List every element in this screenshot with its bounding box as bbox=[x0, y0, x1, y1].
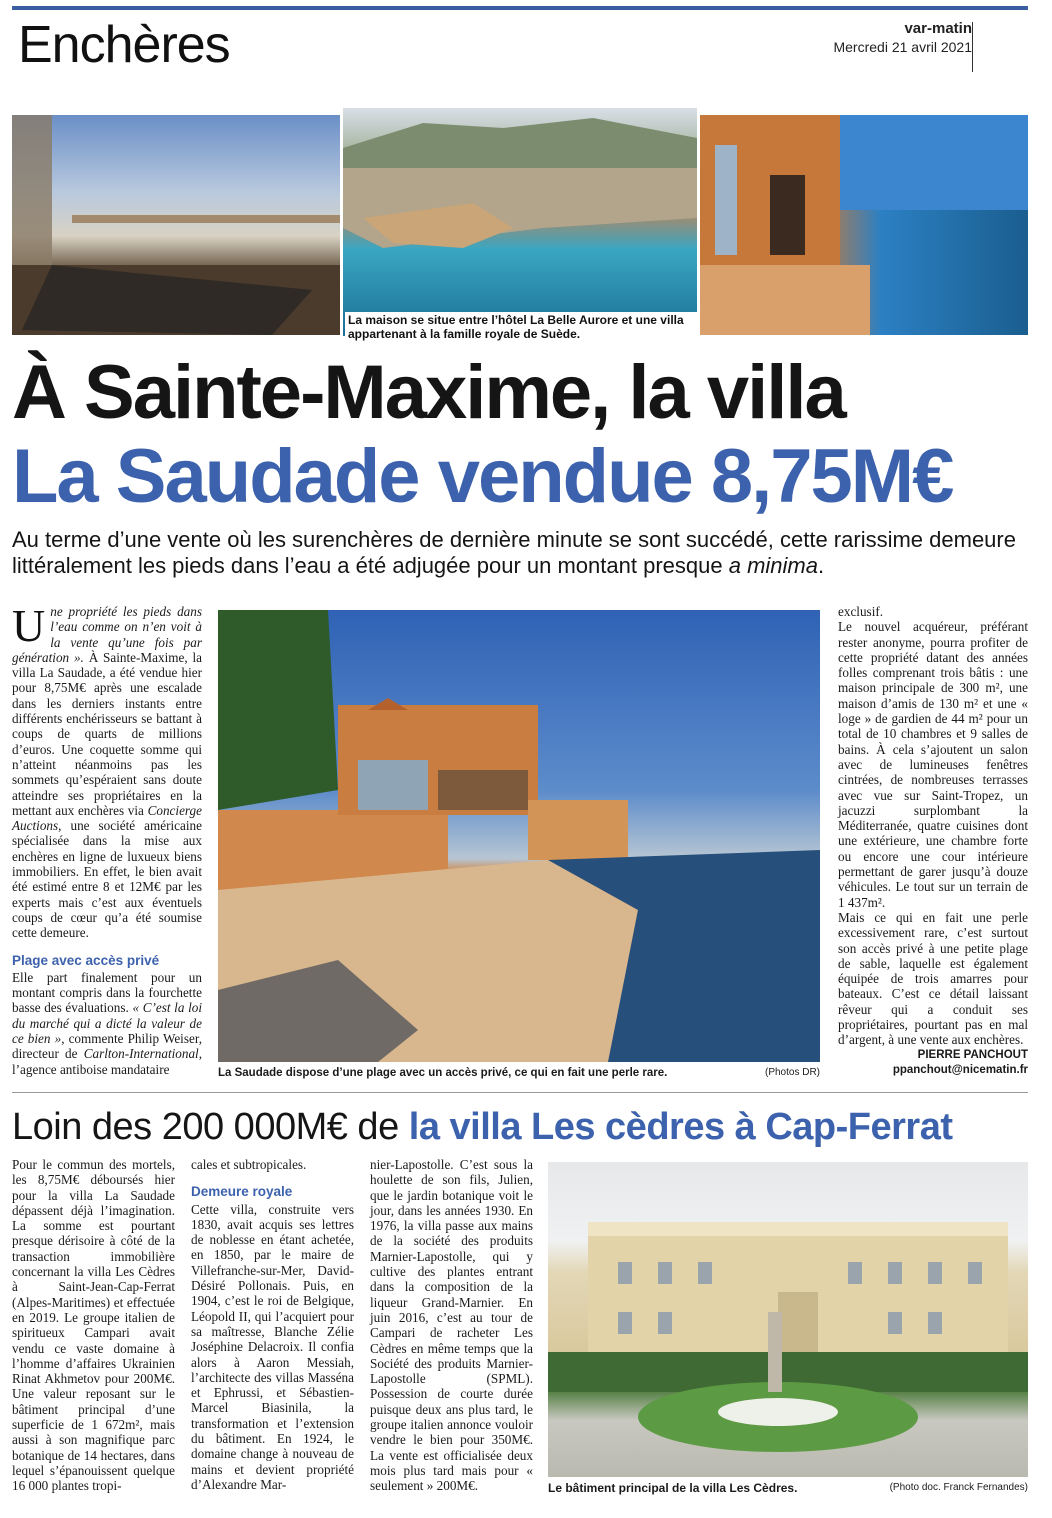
paragraph-2-end: , l’agence antiboise mandataire bbox=[12, 1046, 203, 1077]
photo-la-saudade-beach bbox=[218, 610, 820, 1062]
lede bbox=[12, 527, 1028, 579]
second-column-2 bbox=[191, 1157, 354, 1492]
quote-weiser: « C’est la loi du marché qui a dicté la valeur de ce bien » bbox=[12, 1000, 203, 1047]
second-paragraph-3: nier-Lapostolle. C’est sous la houlette de son fils, Julien, que le jardin botanique voit le jour, dans les années 1930. En 1976, la villa passe aux mains de la société des produits Marnier-Lapostolle, qui y cultive des plantes entrant dans la composition de la liqueur Grand-Marnier. En juin 2016, c’est au tour de Campari de racheter Les Cèdres en même temps que la Société des produits Marnier-Lapostolle (SPML). Possession de courte durée puisque deux ans plus tard, le groupe italien annonce vouloir vendre le bien pour 350M€. La vente est officialisée deux mois plus tard mais pour « seulement » 200M€. bbox=[370, 1157, 533, 1494]
article-column-3 bbox=[838, 604, 1028, 1078]
paragraph-2: Elle part finalement pour un montant compris dans la fourchette basse des évaluations. bbox=[12, 969, 202, 1016]
agency-name: Carlton-International bbox=[83, 1046, 199, 1062]
second-headline bbox=[12, 1104, 953, 1150]
section-title: Enchères bbox=[18, 16, 230, 74]
second-photo-caption: Le bâtiment principal de la villa Les Cèdres. bbox=[548, 1481, 798, 1495]
second-paragraph-1: Pour le commun des mortels, les 8,75M€ déboursés hier pour la villa La Saudade dépassent déjà l’imagination. La somme est pourtant presque dérisoire à côté de la transaction immobilière concernant la villa Les Cèdres à Saint-Jean-Cap-Ferrat (Alpes-Maritimes) et effectuée en 2019. Le groupe italien de spiritueux Campari avait vendu ce vaste domaine à l’homme d’affaires Ukrainien Rinat Akhmetov pour 200M€. Une valeur reposant sur le bâtiment principal d’une superficie de 1 672m², mais aussi à son magnifique parc botanique de 14 hectares, dans lequel s’épanouissent quelque 16 000 plantes tropi- bbox=[12, 1157, 175, 1494]
second-paragraph-2: Cette villa, construite vers 1830, avait acquis ses lettres de noblesse en étant achetée, en 1850, par le maire de Villefranche-sur-Mer, David-Désiré Pollonais. Puis, en 1904, c’est le roi de Belgique, Léopold II, qui l’acquiert pour sa maîtresse, Blanche Zélie Joséphine Delacroix. Il confia alors à Aaron Messiah, l’architecte des villas Masséna et Ephrussi, et Sébastien-Marcel Biasinila, la transformation et l’extension du bâtiment. En 1924, le domaine change à nouveau de mains et devient propriété d’Alexandre Mar- bbox=[191, 1201, 354, 1492]
second-photo-credit: (Photo doc. Franck Fernandes) bbox=[889, 1482, 1028, 1493]
second-photo-caption-row bbox=[548, 1481, 1028, 1495]
paragraph-1: À Sainte-Maxime, la villa La Saudade, a été vendue hier pour 8,75M€ après une escalade dans les derniers instants entre différents enchérisseurs se battant à coups de quarts de millions d’euros. Une coquette somme qui n’atteint néanmoins pas les sommets qu’espéraient sans doute atteindre ses propriétaires en la mettant aux enchères via bbox=[12, 649, 203, 818]
main-photo-caption-row bbox=[218, 1066, 820, 1080]
intro-quote: ne propriété les pieds dans l’eau comme on n’en voit à la vente qu’une fois par génération ». bbox=[12, 604, 202, 665]
author-name: PIERRE PANCHOUT bbox=[917, 1048, 1028, 1061]
lede-end: . bbox=[817, 553, 825, 578]
top-rule bbox=[12, 6, 1028, 10]
top-photo-caption: La maison se situe entre l’hôtel La Belle Aurore et une villa appartenant à la famille royale de Suède. bbox=[345, 312, 697, 342]
dropcap: U bbox=[12, 600, 46, 651]
lede-italic: a minima bbox=[728, 553, 818, 578]
paragraph-4: Mais ce qui en fait une perle excessivement rare, c’est surtout son accès privé à une petite plage de sable, laquelle est également équipée de trois amarres pour bateaux. C’est ce détail laissant rêveur qui a conduit ses propriétaires, pourtant pas en mal d’argent, à une vente aux enchères. bbox=[838, 909, 1028, 1048]
masthead-divider bbox=[972, 22, 973, 72]
author-email[interactable]: ppanchout@nicematin.fr bbox=[892, 1063, 1028, 1076]
article-column-1 bbox=[12, 600, 203, 1077]
subhead-plage: Plage avec accès privé bbox=[12, 952, 160, 968]
paragraph-3-start: exclusif. bbox=[838, 604, 884, 619]
second-column-1 bbox=[12, 1157, 175, 1494]
paragraph-3: Le nouvel acquéreur, préférant rester anonyme, pourra profiter de cette propriété datant des années folles comprenant trois bâtis : une maison principale de 300 m², une maison d’amis de 130 m² et une « loge » de gardien de 44 m² pour un total de 10 chambres et 9 salles de bains. À cela s’ajoutent un salon avec de lumineuses fenêtres cintrées, de nombreuses terrasses avec vue sur Saint-Tropez, un jacuzzi surplombant la Méditerranée, quatre cuisines dont une extérieure, une chambre forte ou encore une cour intérieure permettant de garer jusqu’à douze véhicules. Le tout sur un terrain de 1 437m². bbox=[838, 619, 1028, 910]
issue-date: Mercredi 21 avril 2021 bbox=[833, 39, 972, 55]
lede-text: Au terme d’une vente où les surenchères de dernière minute se sont succédé, cette rarissime demeure littéralement les pieds dans l’eau a été adjugée pour un montant presque bbox=[12, 527, 1016, 578]
paragraph-2-mid: , commente Philip Weiser, directeur de bbox=[12, 1031, 202, 1062]
second-column-3 bbox=[370, 1157, 533, 1494]
main-photo-credit: (Photos DR) bbox=[764, 1067, 820, 1078]
paragraph-1-end: , une société américaine spécialisée dans la mise aux enchères en ligne de luxueux biens immobiliers. En effet, le bien avait été estimé entre 8 et 12M€ par les experts mais c’est aux éventuels coups de cœur qu’a été soumise cette demeure. bbox=[12, 818, 202, 941]
masthead bbox=[833, 20, 972, 55]
headline-line-2: La Saudade vendue 8,75M€ bbox=[12, 434, 953, 519]
story-divider bbox=[12, 1092, 1028, 1093]
photo-villa-terrace bbox=[700, 115, 1028, 335]
subhead-demeure: Demeure royale bbox=[191, 1184, 293, 1200]
photo-villa-les-cedres bbox=[548, 1162, 1028, 1477]
photo-terrace-table bbox=[12, 115, 340, 335]
second-headline-blue: la villa Les cèdres à Cap-Ferrat bbox=[408, 1106, 953, 1148]
headline-line-1: À Sainte-Maxime, la villa bbox=[12, 350, 845, 435]
paper-name: var-matin bbox=[904, 20, 972, 37]
second-paragraph-2-start: cales et subtropicales. bbox=[191, 1157, 307, 1172]
main-photo-caption: La Saudade dispose d’une plage avec un accès privé, ce qui en fait une perle rare. bbox=[218, 1067, 668, 1079]
photo-aerial-coast bbox=[343, 108, 697, 336]
second-headline-plain: Loin des 200 000M€ de bbox=[12, 1106, 399, 1148]
auction-house: Concierge Auctions bbox=[12, 802, 203, 834]
